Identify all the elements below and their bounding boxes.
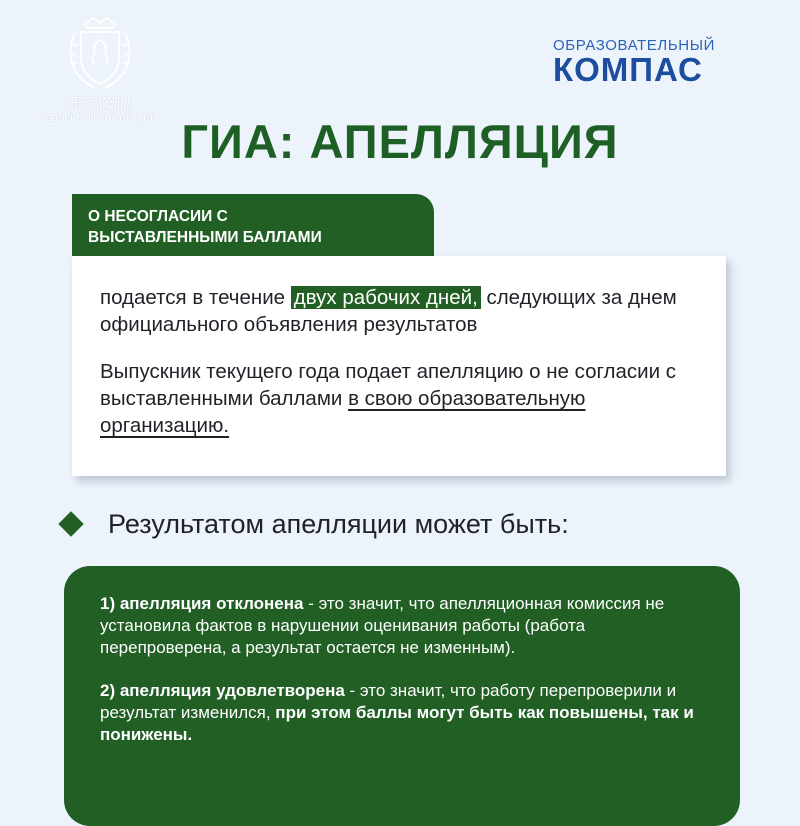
school-underlined-text: в свою образовательную организацию. xyxy=(100,387,586,437)
department-name: ДЕПАРТАМЕНТ ОБРАЗОВАНИЯ НОВОСИБИРСКОЙ ОБЛАСТИ xyxy=(39,96,161,123)
deadline-text-start: подается в течение xyxy=(100,286,291,309)
department-logo xyxy=(38,14,162,126)
result-rejected-text: - это значит, что апелляционная комиссия не установила фактов в нарушении оценивания работы (работа перепроверена, а результат остается не изменным). xyxy=(100,594,665,657)
results-heading xyxy=(60,508,760,548)
brand-logo-small-text: ОБРАЗОВАТЕЛЬНЫЙ xyxy=(553,37,715,54)
deadline-paragraph xyxy=(100,284,700,338)
coat-of-arms-icon xyxy=(65,14,135,92)
results-heading-text: Результатом апелляции может быть: xyxy=(108,509,569,539)
page-title: ГИА: АПЕЛЛЯЦИЯ xyxy=(181,115,619,168)
result-approved-title: 2) апелляция удовлетворена xyxy=(100,681,345,700)
where-to-apply-text: Выпускник текущего года подает апелляцию о не согласии с выставленными баллами xyxy=(100,360,677,410)
section-tab-line-1: О НЕСОГЛАСИИ С xyxy=(88,208,228,225)
result-approved-note: при этом баллы могут быть как повышены, так и понижены. xyxy=(100,703,694,744)
deadline-highlight: двух рабочих дней, xyxy=(291,286,481,309)
where-to-apply-paragraph xyxy=(100,358,700,439)
deadline-text-end: следующих за днем официального объявления результатов xyxy=(100,286,677,336)
section-tab xyxy=(72,194,434,256)
results-box xyxy=(64,566,740,826)
brand-logo-main-text: КОМПАС xyxy=(553,51,703,88)
info-card xyxy=(72,256,726,476)
result-approved-text: - это значит, что работу перепроверили и результат изменился, xyxy=(100,681,677,722)
result-rejected xyxy=(100,593,704,659)
result-rejected-title: 1) апелляция отклонена xyxy=(100,594,304,613)
brand-logo xyxy=(553,38,738,86)
section-tab-line-2: ВЫСТАВЛЕННЫМИ БАЛЛАМИ xyxy=(88,229,322,246)
diamond-bullet-icon xyxy=(58,511,83,536)
result-approved xyxy=(100,680,704,746)
